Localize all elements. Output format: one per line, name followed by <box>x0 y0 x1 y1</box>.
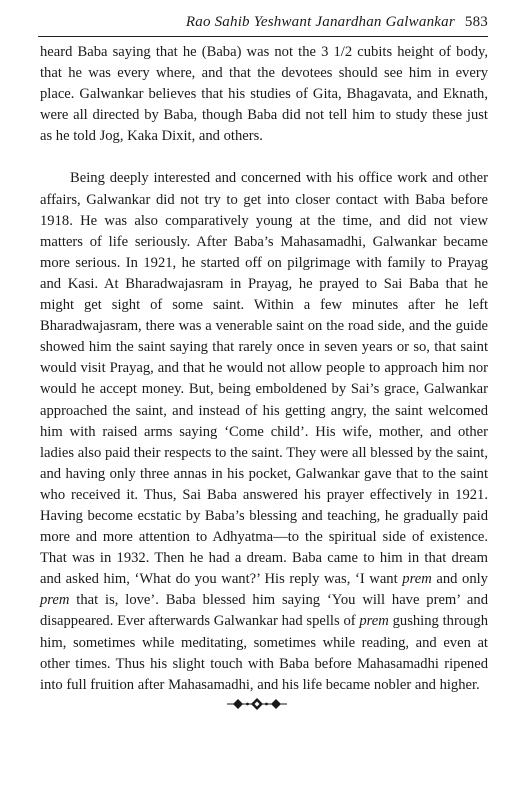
body-text <box>40 42 488 696</box>
running-title: Rao Sahib Yeshwant Janardhan Galwankar <box>185 14 455 30</box>
section-end-ornament-icon <box>226 697 288 711</box>
text-run: that is, love’. Baba blessed him saying ‘You will have prem’ and disappeared. Ever afterwards Galwankar had spells of <box>40 592 488 630</box>
text-run: gushing through him, sometimes while meditating, sometimes while reading, and even at other times. Thus his slight touch with Baba before Mahasamadhi ripened into full fruition after Mahasamadhi, and his life became nobler and higher. <box>40 613 488 693</box>
paragraph-galwankar-life <box>40 168 488 695</box>
running-head <box>186 14 488 31</box>
italic-term: prem <box>402 571 432 588</box>
page-number: 583 <box>464 14 488 30</box>
italic-term: prem <box>40 592 70 609</box>
page-header <box>38 14 488 37</box>
italic-term: prem <box>359 613 389 630</box>
text-run: and only <box>431 571 488 588</box>
section-end-ornament <box>0 697 514 717</box>
paragraph-continued: heard Baba saying that he (Baba) was not the 3 1/2 cubits height of body, that he was every where, and that the devotees should see him in every place. Galwankar believes that his studies of Gita, Bhagavata, and Eknath, were all directed by Baba, though Baba did not tell him to study these just as he told Jog, Kaka Dixit, and others. <box>40 44 488 145</box>
text-run: Being deeply interested and concerned with his office work and other affairs, Galwankar did not try to get into closer contact with Baba before 1918. He was also comparatively young at the time, and did not view matters of life seriously. After Baba’s Mahasamadhi, Galwankar became more serious. In 1921, he started off on pilgrimage with family to Prayag and Kasi. At Bharadwajasram in Prayag, he prayed to Sai Baba that he might get sight of some saint. Within a few minutes after he left Bharadwajasram, there was a venerable saint on the road side, and the guide showed him the saint saying that rarely once in seven years or so, that saint would visit Prayag, and that he would not allow people to approach him nor would he accept money. But, being emboldened by Sai’s grace, Galwankar approached the saint, and instead of his getting angry, the saint welcomed him with raised arms saying ‘Come child’. His wife, mother, and other ladies also paid their respects to the saint. They were all blessed by the saint, and having only three annas in his pocket, Galwankar gave that to the saint who received it. Thus, Sai Baba answered his prayer effectively in 1921. Having become ecstatic by Baba’s blessing and teaching, he gradually paid more and more attention to Adhyatma—to the spiritual side of existence. That was in 1932. Then he had a dream. Baba came to him in that dream and asked him, ‘What do you want?’ His reply was, ‘I want <box>40 170 488 588</box>
